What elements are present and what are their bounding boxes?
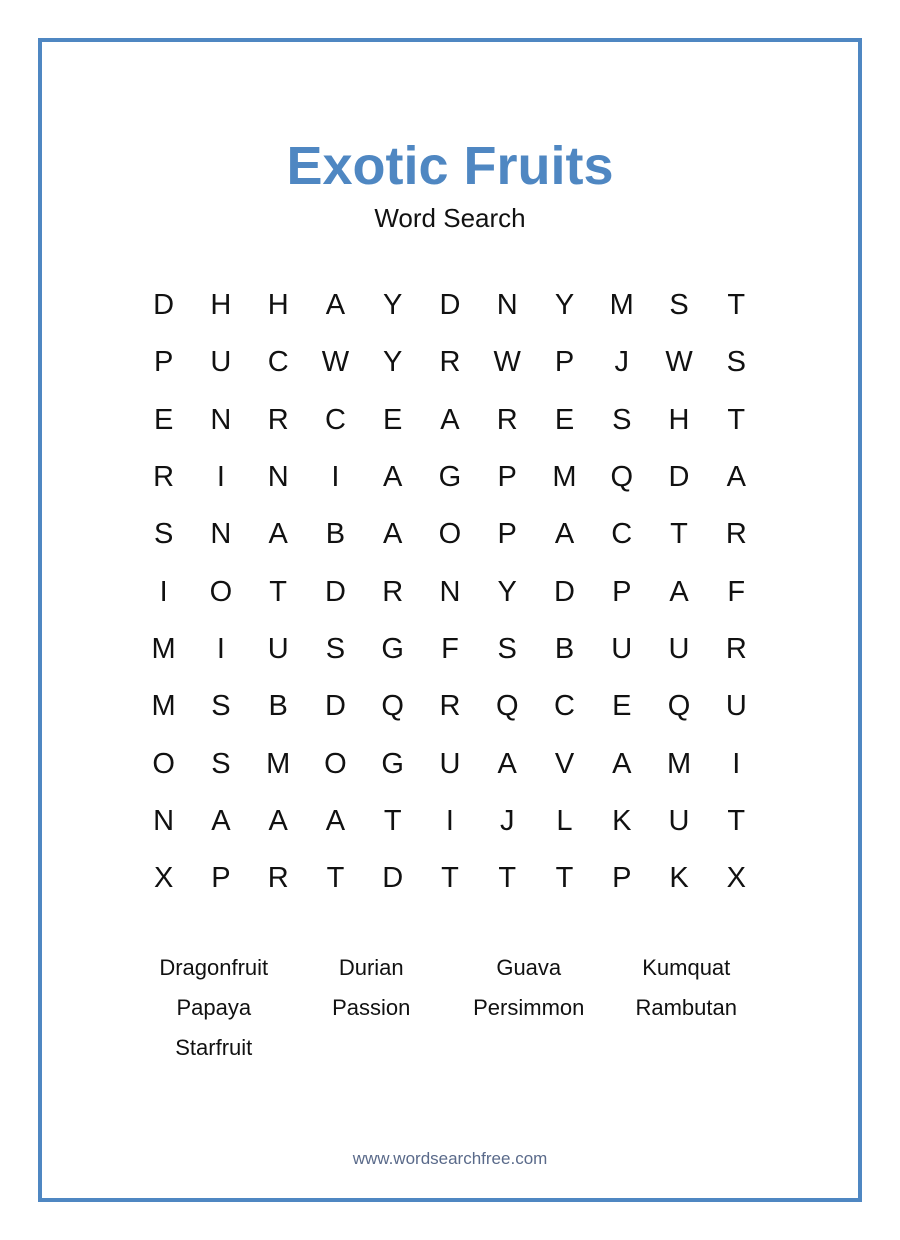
grid-cell: T [727, 289, 746, 322]
grid-cell: N [153, 804, 175, 837]
grid-cell: M [151, 690, 176, 723]
grid-row [135, 850, 765, 907]
grid-cell: R [725, 518, 747, 551]
grid-cell: W [321, 346, 350, 379]
grid-cell: M [609, 289, 634, 322]
grid-cell: P [612, 862, 632, 895]
grid-cell: S [497, 632, 517, 665]
grid-cell: O [324, 747, 347, 780]
grid-cell: G [381, 747, 404, 780]
grid-cell: Q [381, 690, 404, 723]
grid-row [135, 506, 765, 563]
grid-cell: S [612, 403, 632, 436]
grid-row [135, 621, 765, 678]
grid-row [135, 334, 765, 391]
grid-cell: S [153, 518, 174, 551]
grid-cell: A [325, 289, 346, 322]
grid-cell: T [727, 804, 746, 837]
grid-cell: U [668, 632, 690, 665]
grid-cell: G [438, 461, 462, 494]
grid-cell: K [669, 862, 689, 895]
grid-cell: A [726, 461, 746, 494]
grid-cell: M [666, 747, 692, 780]
grid-cell: S [726, 346, 746, 379]
grid-cell: D [324, 690, 346, 723]
grid-cell: H [210, 289, 232, 322]
grid-cell: T [498, 862, 517, 895]
grid-cell: W [665, 346, 693, 379]
grid-row [135, 735, 765, 792]
grid-row [135, 563, 765, 620]
word-list-item: Persimmon [473, 995, 585, 1020]
grid-cell: D [382, 862, 404, 895]
grid-cell: A [440, 403, 460, 436]
grid-cell: M [151, 632, 176, 665]
grid-cell: Y [554, 289, 575, 322]
grid-cell: E [554, 403, 575, 436]
grid-cell: A [612, 747, 632, 780]
grid-row [135, 449, 765, 506]
grid-cell: I [216, 461, 225, 494]
grid-cell: R [725, 632, 747, 665]
grid-cell: A [383, 518, 403, 551]
grid-cell: P [211, 862, 231, 895]
grid-cell: N [496, 289, 518, 322]
word-list-item: Guava [496, 955, 562, 980]
grid-cell: Y [383, 346, 403, 379]
grid-cell: C [324, 403, 346, 436]
grid-row [135, 678, 765, 735]
grid-cell: R [382, 575, 404, 608]
grid-cell: S [669, 289, 689, 322]
word-list-item: Dragonfruit [159, 955, 269, 980]
grid-cell: D [439, 289, 461, 322]
grid-cell: H [267, 289, 289, 322]
grid-cell: D [324, 575, 346, 608]
grid-cell: E [153, 403, 174, 436]
grid-cell: T [383, 804, 402, 837]
grid-cell: B [325, 518, 346, 551]
word-list-item: Rambutan [635, 995, 737, 1020]
grid-cell: T [326, 862, 345, 895]
grid-cell: A [268, 804, 288, 837]
grid-cell: P [554, 346, 575, 379]
grid-cell: Q [667, 690, 691, 723]
grid-cell: N [267, 461, 289, 494]
grid-cell: I [216, 632, 225, 665]
word-list [135, 948, 765, 1068]
grid-cell: D [153, 289, 175, 322]
grid-cell: T [269, 575, 288, 608]
grid-cell: K [612, 804, 632, 837]
grid-cell: T [555, 862, 574, 895]
grid-cell: R [267, 403, 289, 436]
grid-cell: F [441, 632, 459, 665]
grid-cell: C [267, 346, 289, 379]
grid-cell: E [383, 403, 403, 436]
grid-cell: U [725, 690, 747, 723]
grid-cell: U [668, 804, 690, 837]
page-title: Exotic Fruits [286, 136, 614, 196]
grid-cell: U [611, 632, 633, 665]
grid-cell: G [381, 632, 404, 665]
grid-cell: R [153, 461, 175, 494]
grid-cell: A [554, 518, 575, 551]
word-list-item: Kumquat [642, 955, 731, 980]
grid-cell: N [210, 403, 232, 436]
grid-cell: I [331, 461, 340, 494]
grid-cell: T [727, 403, 746, 436]
grid-cell: M [266, 747, 291, 780]
grid-cell: Q [495, 690, 519, 723]
grid-cell: E [612, 690, 632, 723]
letter-grid [135, 277, 765, 907]
grid-row [135, 392, 765, 449]
grid-cell: A [268, 518, 288, 551]
grid-cell: Q [610, 461, 634, 494]
grid-cell: U [210, 346, 232, 379]
word-list-item: Starfruit [175, 1035, 253, 1060]
grid-cell: I [159, 575, 168, 608]
grid-cell: J [614, 346, 629, 379]
grid-cell: R [267, 862, 289, 895]
grid-cell: P [612, 575, 632, 608]
grid-cell: C [554, 690, 575, 723]
grid-cell: S [211, 747, 231, 780]
grid-cell: P [497, 518, 517, 551]
grid-cell: A [669, 575, 689, 608]
grid-cell: D [668, 461, 690, 494]
grid-cell: W [493, 346, 521, 379]
grid-cell: R [439, 346, 461, 379]
grid-cell: N [439, 575, 461, 608]
grid-cell: O [438, 518, 462, 551]
grid-cell: T [670, 518, 688, 551]
grid-cell: T [441, 862, 459, 895]
grid-cell: P [497, 461, 517, 494]
grid-cell: L [556, 804, 573, 837]
page-subtitle: Word Search [374, 203, 526, 233]
grid-row [135, 793, 765, 850]
grid-cell: C [611, 518, 633, 551]
grid-cell: X [153, 862, 174, 895]
grid-cell: H [668, 403, 690, 436]
grid-cell: P [153, 346, 174, 379]
grid-cell: A [211, 804, 231, 837]
grid-cell: V [554, 747, 575, 780]
grid-cell: Y [497, 575, 517, 608]
grid-cell: B [554, 632, 575, 665]
grid-cell: S [325, 632, 346, 665]
grid-cell: A [383, 461, 403, 494]
grid-cell: Y [383, 289, 403, 322]
grid-cell: X [726, 862, 746, 895]
grid-cell: A [325, 804, 346, 837]
grid-cell: A [497, 747, 517, 780]
grid-cell: O [209, 575, 233, 608]
word-list-item: Durian [338, 955, 404, 980]
grid-cell: U [439, 747, 461, 780]
word-list-item: Passion [332, 995, 411, 1020]
grid-cell: R [439, 690, 461, 723]
grid-cell: I [732, 747, 741, 780]
grid-cell: I [445, 804, 454, 837]
grid-cell: B [268, 690, 288, 723]
grid-cell: F [727, 575, 746, 608]
grid-cell: S [211, 690, 231, 723]
grid-cell: J [499, 804, 515, 837]
grid-row [135, 277, 765, 334]
grid-cell: O [152, 747, 175, 780]
grid-cell: M [552, 461, 577, 494]
grid-cell: U [267, 632, 289, 665]
grid-cell: R [496, 403, 518, 436]
word-list-item: Papaya [176, 995, 252, 1020]
grid-cell: D [554, 575, 575, 608]
grid-cell: N [210, 518, 232, 551]
footer-url: www.wordsearchfree.com [352, 1149, 548, 1168]
